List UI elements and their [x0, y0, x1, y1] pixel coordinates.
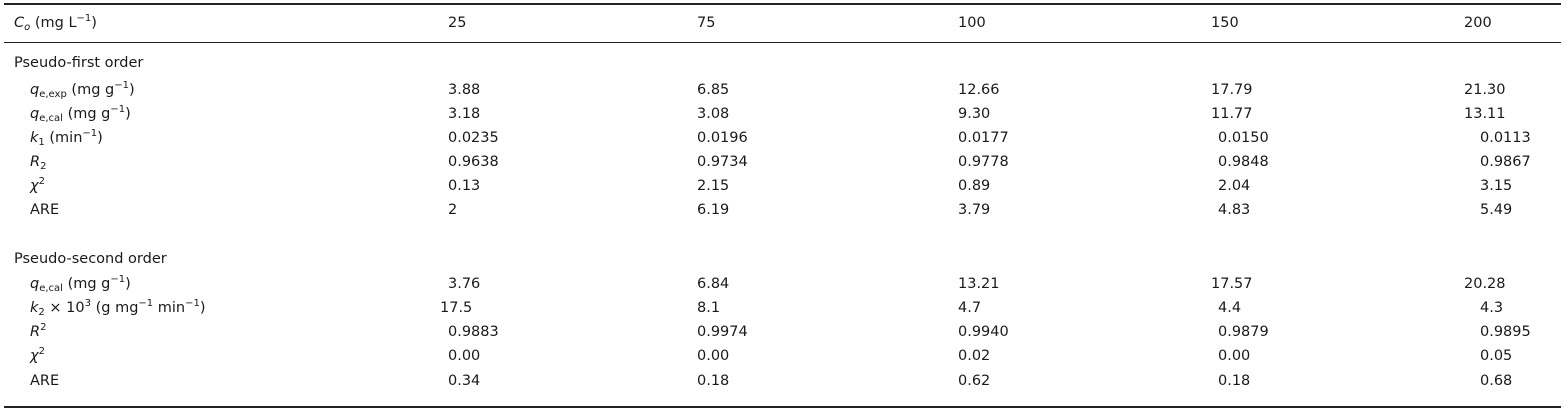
table-cell: 0.9638 [448, 154, 499, 170]
table-cell: 3.76 [448, 276, 481, 292]
table-cell: 2.15 [697, 178, 730, 194]
table-cell: 0.0235 [448, 130, 499, 146]
table-cell: 0.18 [1218, 373, 1251, 389]
table-cell: 6.85 [697, 82, 730, 98]
table-cell: 0.9734 [697, 154, 748, 170]
table-cell: 12.66 [958, 82, 1000, 98]
table-cell: 17.79 [1211, 82, 1253, 98]
table-cell: 6.84 [697, 276, 730, 292]
row-label-chi-square: $\chi^2$ [30, 176, 45, 194]
header-concentration-150: 150 [1211, 15, 1239, 31]
row-label-qe-cal: $q_{e,cal}$ (mg $g^{-1}$) [30, 274, 131, 294]
table-bottom-rule [4, 406, 1561, 408]
table-cell: 13.11 [1464, 106, 1506, 122]
table-cell: 4.3 [1480, 300, 1504, 316]
header-concentration-25: 25 [448, 15, 467, 31]
table-cell: 0.9867 [1480, 154, 1531, 170]
row-label-are: ARE [30, 202, 60, 218]
section-title-pseudo-second-order: Pseudo-second order [14, 251, 167, 267]
row-label-r2: $R^2$ [30, 322, 47, 340]
table-cell: 0.34 [448, 373, 481, 389]
table-cell: 20.28 [1464, 276, 1506, 292]
table-cell: 6.19 [697, 202, 730, 218]
table-header-rule [4, 42, 1561, 43]
table-cell: 3.88 [448, 82, 481, 98]
header-concentration-200: 200 [1464, 15, 1492, 31]
table-cell: 3.79 [958, 202, 991, 218]
row-label-qe-cal: $q_{e,cal}$ (mg $g^{-1}$) [30, 104, 131, 124]
table-top-rule [4, 3, 1561, 5]
table-cell: 0.62 [958, 373, 991, 389]
table-cell: 0.0196 [697, 130, 748, 146]
table-cell: 0.13 [448, 178, 481, 194]
table-cell: 0.05 [1480, 348, 1513, 364]
table-cell: 0.0113 [1480, 130, 1531, 146]
table-cell: 0.18 [697, 373, 730, 389]
table-cell: 0.9974 [697, 324, 748, 340]
table-cell: 4.83 [1218, 202, 1251, 218]
table-cell: 21.30 [1464, 82, 1506, 98]
table-cell: 3.15 [1480, 178, 1513, 194]
table-cell: 0.9879 [1218, 324, 1269, 340]
row-label-chi-square: $\chi^2$ [30, 346, 45, 364]
table-cell: 0.9940 [958, 324, 1009, 340]
table-cell: 11.77 [1211, 106, 1253, 122]
header-concentration-75: 75 [697, 15, 716, 31]
table-cell: 0.0150 [1218, 130, 1269, 146]
table-cell: 0.9895 [1480, 324, 1531, 340]
table-cell: 8.1 [697, 300, 721, 316]
table-cell: 0.68 [1480, 373, 1513, 389]
row-label-k1: $k_1$ $(\min^{-1})$ [30, 128, 103, 148]
table-cell: 4.7 [958, 300, 982, 316]
table-cell: 0.9778 [958, 154, 1009, 170]
table-cell: 0.9883 [448, 324, 499, 340]
table-cell: 5.49 [1480, 202, 1513, 218]
table-cell: 0.0177 [958, 130, 1009, 146]
section-title-pseudo-first-order: Pseudo-first order [14, 55, 144, 71]
table-cell: 0.00 [1218, 348, 1251, 364]
table-cell: 0.00 [697, 348, 730, 364]
table-cell: 17.57 [1211, 276, 1253, 292]
row-label-k2: $k_2 \times 10^3$ (g $mg^{-1}$ $\min^{-1}$) [30, 298, 206, 318]
table-cell: 2.04 [1218, 178, 1251, 194]
table-cell: 4.4 [1218, 300, 1242, 316]
table-cell: 0.89 [958, 178, 991, 194]
row-label-are: ARE [30, 373, 60, 389]
table-cell: 3.18 [448, 106, 481, 122]
header-concentration-100: 100 [958, 15, 986, 31]
table-cell: 13.21 [958, 276, 1000, 292]
table-cell: 0.00 [448, 348, 481, 364]
table-cell: 0.02 [958, 348, 991, 364]
table-cell: 2 [448, 202, 458, 218]
table-cell: 17.5 [440, 300, 473, 316]
table-cell: 9.30 [958, 106, 991, 122]
header-initial-concentration: $C_o$ (mg $L^{-1}$) [14, 13, 97, 33]
row-label-r2: $R_2$ [30, 154, 47, 172]
table-cell: 3.08 [697, 106, 730, 122]
table-cell: 0.9848 [1218, 154, 1269, 170]
row-label-qe-exp: $q_{e,exp}$ (mg $g^{-1}$) [30, 80, 135, 100]
